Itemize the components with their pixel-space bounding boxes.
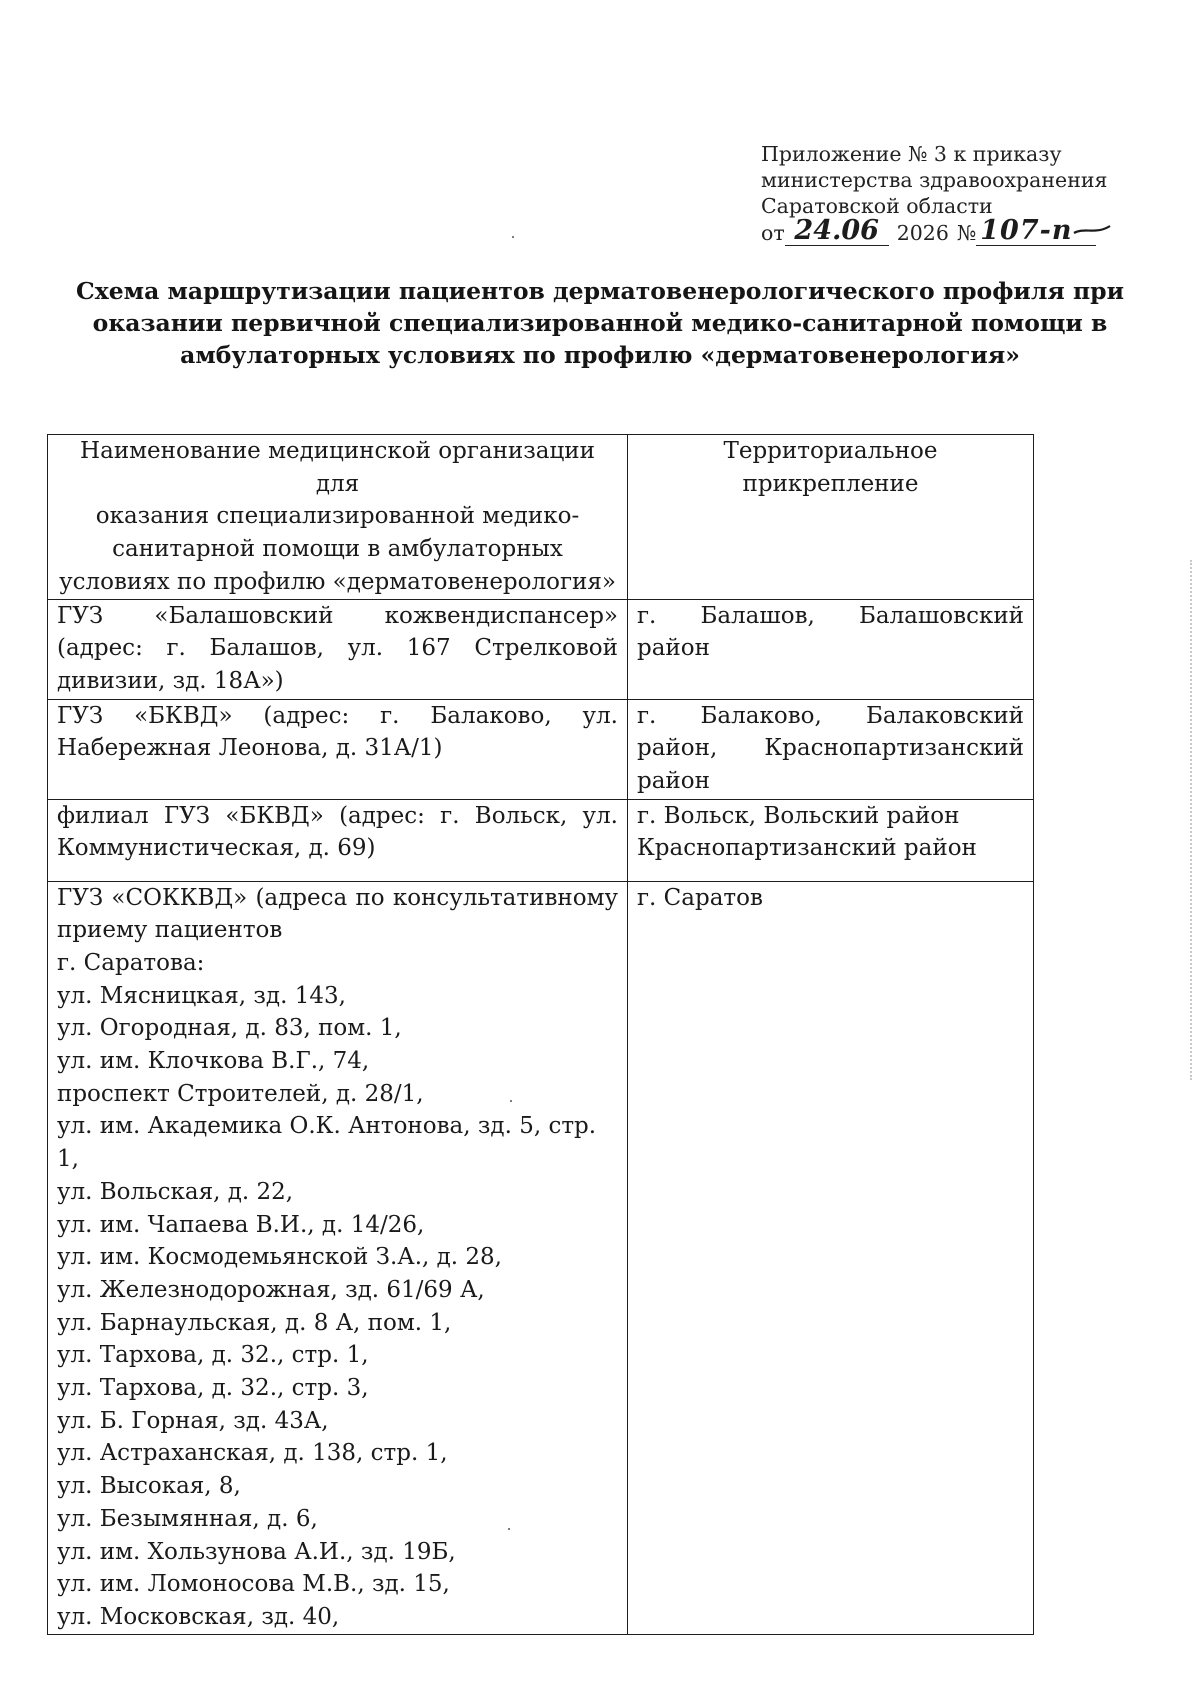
territory-cell: г. Саратов <box>628 881 1034 1634</box>
appendix-line-1: Приложение № 3 к приказу <box>761 142 1062 166</box>
scan-speck <box>512 236 514 238</box>
address-item: ул. Железнодорожная, зд. 61/69 А, <box>57 1276 485 1303</box>
number-field <box>976 215 1096 246</box>
territory-cell: г. Балаково, Балаковский район, Краснопартизанский район <box>628 699 1034 799</box>
org-cell <box>48 881 628 1634</box>
org-city: г. Саратова: <box>57 949 205 976</box>
document-title <box>60 275 1140 371</box>
org-cell: ГУЗ «Балашовский кожвендиспансер» (адрес: г. Балашов, ул. 167 Стрелковой дивизии, зд. 18А») <box>48 599 628 699</box>
table-header-row <box>48 435 1034 600</box>
address-item: ул. им. Клочкова В.Г., 74, <box>57 1048 370 1075</box>
address-item: ул. Мясницкая, зд. 143, <box>57 982 346 1009</box>
title-line-3: амбулаторных условиях по профилю «дерматовенерология» <box>180 341 1020 369</box>
org-cell: ГУЗ «БКВД» (адрес: г. Балаково, ул. Набережная Леонова, д. 31А/1) <box>48 699 628 799</box>
title-line-2: оказании первичной специализированной медико-санитарной помощи в <box>92 309 1108 337</box>
address-item: ул. Безымянная, д. 6, <box>57 1505 318 1532</box>
address-item: ул. им. Космодемьянской З.А., д. 28, <box>57 1244 502 1271</box>
address-item: ул. Вольская, д. 22, <box>57 1178 294 1205</box>
appendix-line-2: министерства здравоохранения <box>761 168 1108 192</box>
address-item: ул. Огородная, д. 83, пом. 1, <box>57 1015 402 1042</box>
handwritten-number: 107-п <box>980 215 1073 246</box>
header-organization: Наименование медицинской организации для оказания специализированной медико- санитарной помощи в амбулаторных условиях по профилю «дерматовенерология» <box>48 435 628 600</box>
address-item: проспект Строителей, д. 28/1, <box>57 1080 424 1107</box>
address-item: ул. им. Чапаева В.И., д. 14/26, <box>57 1211 425 1238</box>
appendix-header <box>761 141 1161 246</box>
table-row <box>48 799 1034 881</box>
from-label: от <box>761 221 785 245</box>
routing-table <box>47 434 1034 1635</box>
org-cell: филиал ГУЗ «БКВД» (адрес: г. Вольск, ул. Коммунистическая, д. 69) <box>48 799 628 881</box>
signature-stroke-icon <box>1072 223 1112 237</box>
title-line-1: Схема маршрутизации пациентов дерматовенерологического профиля при <box>75 277 1125 305</box>
appendix-line-3: Саратовской области <box>761 194 993 218</box>
year-text: 2026 <box>896 221 949 245</box>
address-item: ул. Астраханская, д. 138, стр. 1, <box>57 1440 448 1467</box>
header-territory: Территориальное прикрепление <box>628 435 1034 600</box>
address-item: ул. Высокая, 8, <box>57 1473 241 1500</box>
address-item: ул. им. Хользунова А.И., зд. 19Б, <box>57 1538 456 1565</box>
table-row <box>48 881 1034 1634</box>
address-item: ул. Тархова, д. 32., стр. 1, <box>57 1342 369 1369</box>
territory-cell: г. Вольск, Вольский район Краснопартизанский район <box>628 799 1034 881</box>
handwritten-date: 24.06 <box>794 215 879 246</box>
number-label: № <box>956 221 977 245</box>
address-item: ул. Тархова, д. 32., стр. 3, <box>57 1375 369 1402</box>
address-item: ул. Московская, зд. 40, <box>57 1603 340 1630</box>
scan-edge-mark <box>1190 560 1194 1080</box>
address-item: ул. Б. Горная, зд. 43А, <box>57 1407 329 1434</box>
address-item: ул. им. Ломоносова М.В., зд. 15, <box>57 1571 450 1598</box>
address-item: ул. им. Академика О.К. Антонова, зд. 5, стр. 1, <box>57 1113 597 1173</box>
address-item: ул. Барнаульская, д. 8 А, пом. 1, <box>57 1309 452 1336</box>
table-row <box>48 699 1034 799</box>
scan-speck <box>510 1100 512 1102</box>
date-field <box>785 215 889 246</box>
table-row <box>48 599 1034 699</box>
order-date-number-row <box>761 215 1161 246</box>
scan-speck <box>508 1528 510 1530</box>
org-intro: ГУЗ «СОККВД» (адреса по консультативному приему пациентов <box>57 884 618 944</box>
territory-cell: г. Балашов, Балашовский район <box>628 599 1034 699</box>
